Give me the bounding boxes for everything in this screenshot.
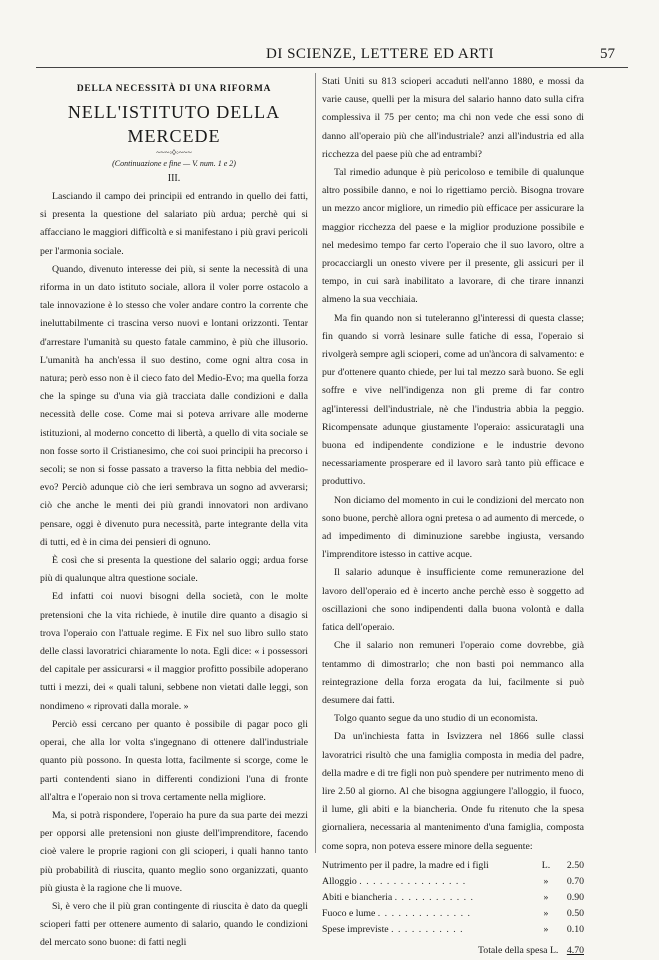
column-divider: [315, 73, 316, 853]
page-number: 57: [600, 46, 615, 62]
paragraph: Non diciamo del momento in cui le condizioni del mercato non sono buone, perchè allora ogni pretesa o ad aumento di mercede, o ad impedimento di diminuzione sarebbe ingiusta, versando l'imprenditore istesso in cattive acque.: [322, 494, 584, 561]
paragraph: Quando, divenuto interesse dei più, si sente la necessità di una riforma in un dato istituto sociale, allora il voler porre ostacolo a tale innovazione è lo stesso che voler andare contro la corrente che ineluttabilmente ci trascina verso nuovi e lontani orizzonti. Tentar d'arrestare l'umanità su questo fatale cammino, è più che illusorio. L'umanità ha anch'essa il suo destino, come ogni altra cosa in natura; però esso non è il cieco fato del Medio-Evo; ma quella forza che la spinge su d'una via già tracciata dalle condizioni e dalla necessità delle cose. Come mai si poteva arrivare alle moderne istituzioni, al moderno concetto di libertà, a quello di vita sociale se non fosse sorto il Cristianesimo, che coi suoi principii ha precorso i secoli; se non si fosse passato a traverso la fitta nebbia del medio-evo? Perciò adunque ciò che ieri sembrava un sogno ad avverarsi; ciò che anche le menti dei più grandi innovatori non ardivano pensare, oggi è divenuto pura necessità, parte integrante della vita di tutti, ed è in cima dei pensieri di ognuno.: [40, 263, 308, 548]
expense-amount: 0.70: [566, 875, 584, 887]
expense-row: [322, 890, 584, 906]
section-numeral: III.: [167, 173, 181, 184]
paragraph: Sì, è vero che il più gran contingente di riuscita è dato da quegli scioperi fatti per ottenere aumento di salario, quando le condizioni del mercato sono buone: di fatti negli: [40, 900, 308, 949]
paragraph: Il salario adunque è insufficiente come remunerazione del lavoro dell'operaio ed è incerto anche perchè esso è soggetto ad oscillazioni che sono indipendenti dalla buona volontà e dalla fatica dell'operaio.: [322, 567, 584, 634]
expense-amount: 0.50: [566, 907, 584, 919]
right-column: [322, 73, 584, 960]
title-ornament: ~~~◦◊◦~~~: [156, 148, 192, 157]
paragraph: Perciò essi cercano per quanto è possibile di pagar poco gli operai, che alla lor volta s'ingegnano di ottenere dall'industriale quanto più possono. In questa lotta, facilmente si scorge, come le parti contendenti siano in differenti condizioni l'una di fronte all'altra e l'operaio non si trova certamente nella migliore.: [40, 718, 308, 803]
expense-item: Spese impreviste . . . . . . . . . . .: [322, 923, 464, 935]
expense-currency: L.: [541, 859, 551, 871]
total-currency: L.: [549, 944, 559, 956]
expense-item: Abiti e biancheria . . . . . . . . . . . .: [322, 891, 474, 903]
expense-amount: 0.90: [566, 891, 584, 903]
paragraph: Stati Uniti su 813 scioperi accaduti nell'anno 1880, e mossi da varie cause, quelli per la misura del salario hanno dato sulla cifra complessiva il 75 per cento; ma chi non vede che essi sono di danno all'operaio più che all'industriale? anzi all'industria ed alla ricchezza del paese più che ad entrambi?: [322, 76, 584, 160]
paragraph: Che il salario non remuneri l'operaio come dovrebbe, già tentammo di dimostrarlo; che non basti poi nemmanco alla reintegrazione della forza erogata da lui, facilmente si può desumere dai fatti.: [322, 640, 584, 706]
expense-amount: 0.10: [566, 923, 584, 935]
expense-table: [322, 858, 584, 938]
paragraph: Ed infatti coi nuovi bisogni della società, con le molte pretensioni che la vita richiede, è inutile dire quanto a disagio si trova l'operaio con l'attuale regime. E Fix nel suo libro sullo stato delle classi lavoratrici chiaramente lo nota. Egli dice: « i possessori del capitale per assicurarsi « il maggior profitto possibile adoperano tutti i mezzi, dei « quali taluni, sebbene non vietati dalle leggi, son nondimeno « riprovati dalla morale. »: [40, 591, 308, 712]
total-amount: 4.70: [566, 944, 584, 956]
left-column: [40, 73, 308, 953]
expense-currency: »: [543, 907, 549, 919]
paragraph: È così che si presenta la questione del salario oggi; ardua forse più di qualunque altra questione sociale.: [40, 555, 308, 585]
running-title: DI SCIENZE, LETTERE ED ARTI: [266, 46, 494, 62]
expense-row: [322, 874, 584, 890]
paragraph: Ma, si potrà rispondere, l'operaio ha pure da sua parte dei mezzi per opporsi alle pretensioni non giuste dell'imprenditore, facendo cioè valere le proprie ragioni con gli scioperi, i quali hanno tanto più probabilità di riuscita, quanto meglio sono organizzati, quanto più giusta è la ragione che li muove.: [40, 809, 308, 894]
paragraph: Tal rimedio adunque è più pericoloso e temibile di qualunque altro possibile danno, e noi lo rigettiamo perciò. Bisogna trovare un mezzo ancor migliore, un rimedio più efficace per assicurare la maggior ricchezza del paese e la miglior produzione possibile e nel medesimo tempo far certo l'operaio che il suo lavoro, oltre a procacciargli un onesto vivere per il presente, gli assicuri per il tempo, in cui sarà inabilitato a lavorare, di che tirare innanzi almeno la sua vecchiaia.: [322, 167, 584, 306]
expense-currency: »: [543, 923, 549, 935]
continuation-note: (Continuazione e fine — V. num. 1 e 2): [112, 159, 236, 168]
header-rule: [36, 67, 628, 68]
paragraph: Da un'inchiesta fatta in Isvizzera nel 1866 sulle classi lavoratrici risultò che una famiglia composta in media del padre, della madre e di tre figli non può spendere per nutrimento meno di lire 2.50 al giorno. Al che bisogna aggiungere l'alloggio, il fuoco, il lume, gli abiti e la biancheria. Onde fu ritenuto che la spesa giornaliera, necessaria al mantenimento d'una famiglia, composta come sopra, non poteva essere minore della seguente:: [322, 731, 584, 852]
expense-row: [322, 858, 584, 874]
paragraph: Lasciando il campo dei principii ed entrando in quello dei fatti, si presenta la questione del salariato più ardua; perchè qui si affacciano le maggiori difficoltà e si manifestano i più gravi pericoli per l'armonia sociale.: [40, 191, 308, 257]
article-kicker: DELLA NECESSITÀ DI UNA RIFORMA: [76, 84, 272, 94]
expense-item: Nutrimento per il padre, la madre ed i figli: [322, 859, 489, 871]
expense-row: [322, 922, 584, 938]
expense-currency: »: [543, 875, 549, 887]
expense-amount: 2.50: [566, 859, 584, 871]
expense-item: Fuoco e lume . . . . . . . . . . . . . .: [322, 907, 471, 919]
expense-currency: »: [543, 891, 549, 903]
total-label: Totale della spesa: [478, 944, 548, 956]
expense-total: [322, 942, 584, 960]
paragraph: Tolgo quanto segue da uno studio di un economista.: [334, 713, 538, 725]
article-title: NELL'ISTITUTO DELLA MERCEDE: [67, 102, 281, 146]
expense-row: [322, 906, 584, 922]
page-header: [0, 0, 659, 70]
expense-item: Alloggio . . . . . . . . . . . . . . . .: [322, 875, 467, 887]
paragraph: Ma fin quando non si tuteleranno gl'interessi di questa classe; fin quando si vorrà lesinare sulle fatiche di essa, l'operaio si rivolgerà sempre agli scioperi, come ad un'àncora di salvamento: e pur d'ottenere quanto chiede, per lui tal mezzo sarà buono. Se egli soffre e vive nell'indigenza non gli preme di far contro agl'interessi dell'industriale, nè che l'industria abbia la peggio. Ricompensate adunque giustamente l'operaio: assicuratagli una buona ed indipendente condizione e le industrie devono necessariamente prosperare ed il lavoro sarà tanto più efficace e produttivo.: [322, 312, 584, 488]
